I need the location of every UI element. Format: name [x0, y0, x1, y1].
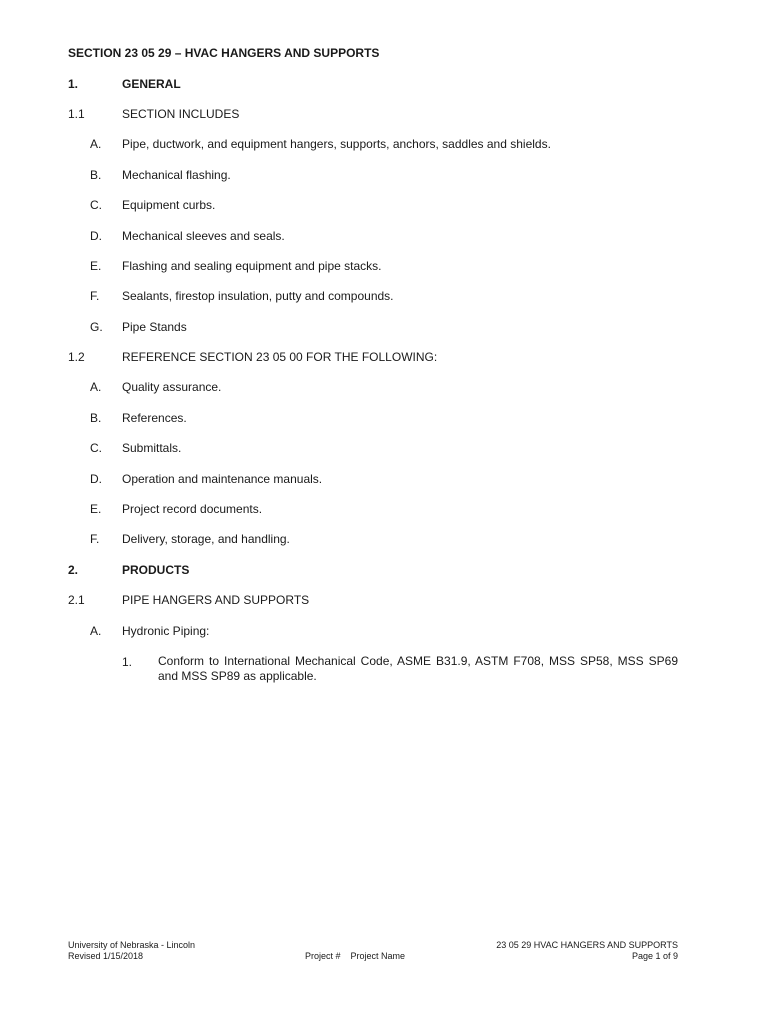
item-text: Quality assurance.	[122, 380, 222, 394]
item-text: Project record documents.	[122, 502, 263, 516]
item-text: Delivery, storage, and handling.	[122, 532, 290, 546]
footer-organization: University of Nebraska - Lincoln	[68, 940, 196, 950]
item-letter: E.	[90, 502, 102, 516]
item-letter: D.	[90, 229, 102, 243]
article-1-1-number: 1.1	[68, 107, 85, 121]
item-text: Equipment curbs.	[122, 198, 216, 212]
article-2-1-heading: PIPE HANGERS AND SUPPORTS	[122, 593, 310, 607]
subitem-text: Conform to International Mechanical Code, ASME B31.9, ASTM F708, MSS SP58, MSS SP69 and MSS SP89 as applicable.	[158, 654, 678, 683]
item-text: Sealants, firestop insulation, putty and compounds.	[122, 289, 394, 303]
item-text: Submittals.	[122, 441, 182, 455]
section-title: SECTION 23 05 29 – HVAC HANGERS AND SUPPORTS	[68, 46, 380, 60]
article-1-2-number: 1.2	[68, 350, 85, 364]
item-text: Mechanical sleeves and seals.	[122, 229, 285, 243]
part-1-heading: GENERAL	[122, 77, 181, 91]
footer-revised-date: Revised 1/15/2018	[68, 951, 144, 961]
article-2-1-number: 2.1	[68, 593, 85, 607]
part-1-number: 1.	[68, 77, 79, 91]
footer-project: Project # Project Name	[305, 951, 406, 961]
item-text: References.	[122, 411, 187, 425]
item-text: Flashing and sealing equipment and pipe stacks.	[122, 259, 382, 273]
item-letter: F.	[90, 289, 100, 303]
article-1-1-heading: SECTION INCLUDES	[122, 107, 240, 121]
part-2-heading: PRODUCTS	[122, 563, 190, 577]
footer-section-name: 23 05 29 HVAC HANGERS AND SUPPORTS	[496, 940, 678, 950]
item-text: Pipe Stands	[122, 320, 187, 334]
item-text: Mechanical flashing.	[122, 168, 231, 182]
item-letter: B.	[90, 411, 102, 425]
item-text: Operation and maintenance manuals.	[122, 472, 323, 486]
item-letter: C.	[90, 198, 102, 212]
article-1-2-heading: REFERENCE SECTION 23 05 00 FOR THE FOLLOWING:	[122, 350, 438, 364]
item-letter: A.	[90, 380, 102, 394]
item-text: Hydronic Piping:	[122, 624, 210, 638]
item-letter: C.	[90, 441, 102, 455]
item-letter: D.	[90, 472, 102, 486]
item-text: Pipe, ductwork, and equipment hangers, supports, anchors, saddles and shields.	[122, 137, 551, 151]
item-letter: B.	[90, 168, 102, 182]
footer-page-number: Page 1 of 9	[631, 951, 678, 961]
item-letter: A.	[90, 624, 102, 638]
subitem-number: 1.	[122, 655, 133, 669]
item-letter: G.	[90, 320, 103, 334]
part-2-number: 2.	[68, 563, 79, 577]
item-letter: F.	[90, 532, 100, 546]
item-letter: A.	[90, 137, 102, 151]
item-letter: E.	[90, 259, 102, 273]
